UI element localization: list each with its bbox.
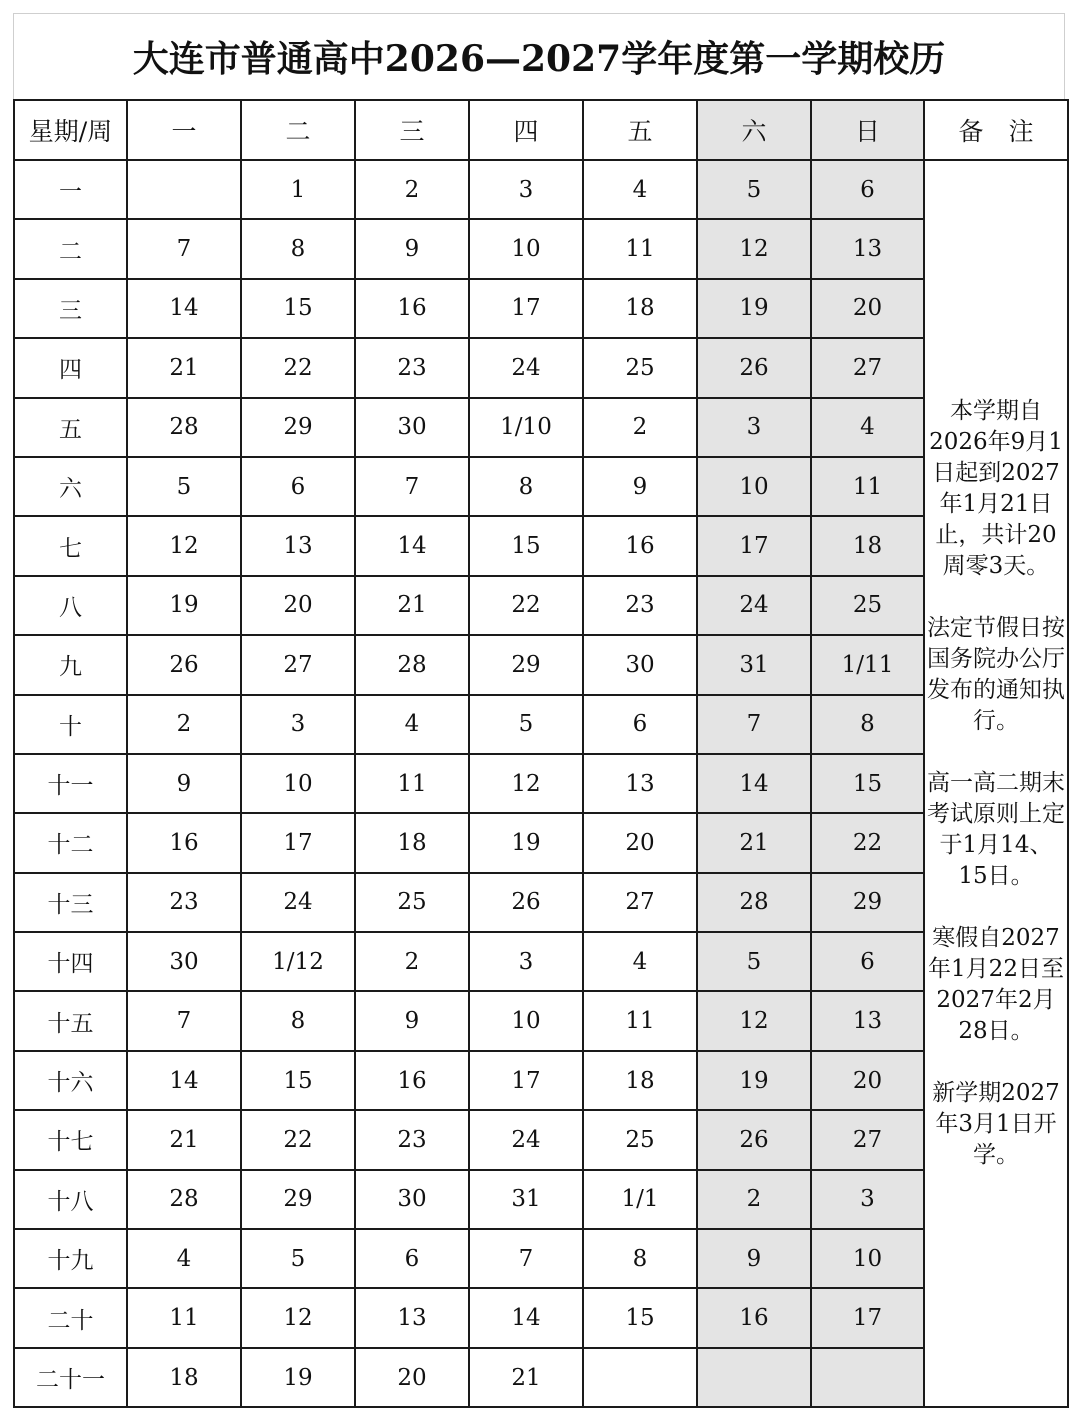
date-cell: 28	[127, 398, 241, 457]
week-label: 七	[14, 516, 127, 575]
week-row	[14, 338, 1068, 397]
day-header-wed: 三	[355, 100, 469, 160]
week-label: 十七	[14, 1110, 127, 1169]
date-cell: 17	[241, 813, 355, 872]
date-cell: 9	[355, 219, 469, 278]
week-label: 一	[14, 160, 127, 219]
date-cell: 13	[811, 991, 924, 1050]
date-cell: 13	[583, 754, 697, 813]
date-cell: 2	[127, 695, 241, 754]
date-cell: 16	[583, 516, 697, 575]
week-label: 十二	[14, 813, 127, 872]
date-cell: 24	[697, 576, 811, 635]
week-label: 十九	[14, 1229, 127, 1288]
note-paragraph: 法定节假日按国务院办公厅发布的通知执行。	[927, 615, 1065, 735]
date-cell: 16	[355, 279, 469, 338]
date-cell: 20	[241, 576, 355, 635]
date-cell: 20	[811, 279, 924, 338]
date-cell: 29	[241, 1170, 355, 1229]
date-cell: 30	[355, 398, 469, 457]
date-cell: 24	[469, 338, 583, 397]
date-cell: 30	[127, 932, 241, 991]
day-header-sun: 日	[811, 100, 924, 160]
date-cell: 14	[355, 516, 469, 575]
week-label: 四	[14, 338, 127, 397]
date-cell: 27	[241, 635, 355, 694]
date-cell: 21	[355, 576, 469, 635]
date-cell: 17	[469, 1051, 583, 1110]
date-cell: 13	[241, 516, 355, 575]
date-cell: 12	[469, 754, 583, 813]
week-row	[14, 1348, 1068, 1407]
date-cell: 20	[355, 1348, 469, 1407]
week-row	[14, 873, 1068, 932]
week-label: 三	[14, 279, 127, 338]
date-cell: 20	[583, 813, 697, 872]
date-cell: 1/10	[469, 398, 583, 457]
week-row	[14, 398, 1068, 457]
week-label: 二	[14, 219, 127, 278]
date-cell: 10	[697, 457, 811, 516]
note-paragraph: 新学期2027年3月1日开学。	[932, 1080, 1060, 1169]
date-cell: 5	[241, 1229, 355, 1288]
note-spacer	[925, 737, 1067, 768]
week-label: 八	[14, 576, 127, 635]
date-cell: 8	[241, 991, 355, 1050]
date-cell: 11	[583, 219, 697, 278]
date-cell: 10	[469, 991, 583, 1050]
date-cell: 16	[355, 1051, 469, 1110]
date-cell: 15	[469, 516, 583, 575]
week-row	[14, 991, 1068, 1050]
date-cell: 20	[811, 1051, 924, 1110]
date-cell: 8	[811, 695, 924, 754]
title-bar	[13, 13, 1065, 99]
date-cell: 15	[811, 754, 924, 813]
date-cell: 14	[127, 1051, 241, 1110]
week-label: 十八	[14, 1170, 127, 1229]
date-cell: 1	[241, 160, 355, 219]
date-cell: 29	[469, 635, 583, 694]
week-row	[14, 754, 1068, 813]
date-cell	[811, 1348, 924, 1407]
date-cell: 17	[697, 516, 811, 575]
date-cell: 12	[697, 991, 811, 1050]
date-cell: 2	[697, 1170, 811, 1229]
date-cell: 24	[469, 1110, 583, 1169]
date-cell: 6	[811, 932, 924, 991]
date-cell: 4	[583, 160, 697, 219]
date-cell: 26	[469, 873, 583, 932]
date-cell: 28	[697, 873, 811, 932]
date-cell: 10	[241, 754, 355, 813]
date-cell: 9	[697, 1229, 811, 1288]
date-cell: 14	[127, 279, 241, 338]
date-cell: 23	[583, 576, 697, 635]
week-label: 九	[14, 635, 127, 694]
date-cell: 31	[469, 1170, 583, 1229]
header-row	[14, 100, 1068, 160]
week-label: 六	[14, 457, 127, 516]
date-cell: 11	[127, 1288, 241, 1347]
date-cell: 18	[355, 813, 469, 872]
week-column-header: 星期/周	[14, 100, 127, 160]
date-cell: 21	[127, 338, 241, 397]
note-spacer	[925, 1047, 1067, 1078]
date-cell: 23	[127, 873, 241, 932]
date-cell: 5	[697, 932, 811, 991]
date-cell: 8	[469, 457, 583, 516]
date-cell: 2	[583, 398, 697, 457]
week-row	[14, 576, 1068, 635]
note-spacer	[925, 582, 1067, 613]
week-row	[14, 516, 1068, 575]
date-cell: 25	[583, 338, 697, 397]
date-cell: 14	[697, 754, 811, 813]
date-cell: 25	[583, 1110, 697, 1169]
date-cell: 3	[697, 398, 811, 457]
date-cell: 30	[355, 1170, 469, 1229]
date-cell: 27	[583, 873, 697, 932]
date-cell: 5	[127, 457, 241, 516]
week-label: 十六	[14, 1051, 127, 1110]
calendar-table	[13, 99, 1069, 1408]
date-cell: 13	[355, 1288, 469, 1347]
date-cell: 4	[811, 398, 924, 457]
day-header-fri: 五	[583, 100, 697, 160]
date-cell: 3	[469, 160, 583, 219]
date-cell: 6	[583, 695, 697, 754]
date-cell: 8	[583, 1229, 697, 1288]
week-label: 五	[14, 398, 127, 457]
date-cell: 10	[469, 219, 583, 278]
date-cell: 12	[127, 516, 241, 575]
date-cell: 9	[127, 754, 241, 813]
date-cell: 21	[469, 1348, 583, 1407]
date-cell: 6	[241, 457, 355, 516]
date-cell: 13	[811, 219, 924, 278]
date-cell: 26	[697, 338, 811, 397]
date-cell: 25	[355, 873, 469, 932]
date-cell: 4	[583, 932, 697, 991]
week-row	[14, 1288, 1068, 1347]
date-cell: 9	[583, 457, 697, 516]
notes-column-header: 备 注	[924, 100, 1068, 160]
date-cell: 18	[811, 516, 924, 575]
date-cell: 9	[355, 991, 469, 1050]
date-cell: 19	[697, 1051, 811, 1110]
week-row	[14, 695, 1068, 754]
date-cell: 30	[583, 635, 697, 694]
date-cell	[697, 1348, 811, 1407]
date-cell: 1/11	[811, 635, 924, 694]
date-cell: 22	[241, 338, 355, 397]
date-cell: 27	[811, 1110, 924, 1169]
date-cell: 29	[241, 398, 355, 457]
date-cell: 2	[355, 932, 469, 991]
day-header-thu: 四	[469, 100, 583, 160]
date-cell: 4	[127, 1229, 241, 1288]
week-row	[14, 635, 1068, 694]
date-cell: 4	[355, 695, 469, 754]
date-cell: 5	[469, 695, 583, 754]
week-row	[14, 219, 1068, 278]
date-cell: 12	[697, 219, 811, 278]
date-cell: 27	[811, 338, 924, 397]
date-cell: 1/1	[583, 1170, 697, 1229]
note-spacer	[925, 892, 1067, 923]
week-label: 十四	[14, 932, 127, 991]
day-header-mon: 一	[127, 100, 241, 160]
note-paragraph: 本学期自2026年9月1日起到2027年1月21日止，共计20周零3天。	[929, 398, 1063, 580]
date-cell: 18	[583, 1051, 697, 1110]
date-cell: 28	[127, 1170, 241, 1229]
day-header-tue: 二	[241, 100, 355, 160]
week-label: 十一	[14, 754, 127, 813]
date-cell: 11	[583, 991, 697, 1050]
week-row	[14, 932, 1068, 991]
date-cell: 23	[355, 1110, 469, 1169]
date-cell: 19	[127, 576, 241, 635]
date-cell: 7	[697, 695, 811, 754]
date-cell: 22	[241, 1110, 355, 1169]
date-cell: 29	[811, 873, 924, 932]
date-cell: 21	[127, 1110, 241, 1169]
date-cell: 11	[355, 754, 469, 813]
date-cell: 31	[697, 635, 811, 694]
date-cell: 10	[811, 1229, 924, 1288]
date-cell: 21	[697, 813, 811, 872]
date-cell	[127, 160, 241, 219]
date-cell: 22	[811, 813, 924, 872]
date-cell: 19	[697, 279, 811, 338]
day-header-sat: 六	[697, 100, 811, 160]
week-label: 十	[14, 695, 127, 754]
date-cell: 28	[355, 635, 469, 694]
date-cell: 15	[241, 1051, 355, 1110]
date-cell: 24	[241, 873, 355, 932]
date-cell: 15	[241, 279, 355, 338]
week-row	[14, 1229, 1068, 1288]
date-cell: 15	[583, 1288, 697, 1347]
date-cell: 7	[469, 1229, 583, 1288]
date-cell: 19	[469, 813, 583, 872]
week-row	[14, 457, 1068, 516]
date-cell: 17	[469, 279, 583, 338]
date-cell	[583, 1348, 697, 1407]
date-cell: 1/12	[241, 932, 355, 991]
date-cell: 7	[127, 219, 241, 278]
date-cell: 25	[811, 576, 924, 635]
date-cell: 3	[241, 695, 355, 754]
week-row	[14, 1170, 1068, 1229]
date-cell: 23	[355, 338, 469, 397]
week-row	[14, 1051, 1068, 1110]
date-cell: 16	[127, 813, 241, 872]
date-cell: 6	[355, 1229, 469, 1288]
week-label: 十三	[14, 873, 127, 932]
date-cell: 19	[241, 1348, 355, 1407]
note-paragraph: 高一高二期末考试原则上定于1月14、15日。	[927, 770, 1065, 890]
page-title: 大连市普通高中2026—2027学年度第一学期校历	[132, 38, 946, 80]
date-cell: 26	[697, 1110, 811, 1169]
date-cell: 7	[127, 991, 241, 1050]
date-cell: 14	[469, 1288, 583, 1347]
date-cell: 6	[811, 160, 924, 219]
date-cell: 5	[697, 160, 811, 219]
week-label: 二十一	[14, 1348, 127, 1407]
date-cell: 11	[811, 457, 924, 516]
date-cell: 17	[811, 1288, 924, 1347]
date-cell: 16	[697, 1288, 811, 1347]
date-cell: 22	[469, 576, 583, 635]
week-label: 二十	[14, 1288, 127, 1347]
week-row	[14, 813, 1068, 872]
date-cell: 18	[127, 1348, 241, 1407]
date-cell: 18	[583, 279, 697, 338]
week-row	[14, 1110, 1068, 1169]
date-cell: 8	[241, 219, 355, 278]
notes-cell	[924, 160, 1068, 1407]
date-cell: 2	[355, 160, 469, 219]
date-cell: 26	[127, 635, 241, 694]
week-label: 十五	[14, 991, 127, 1050]
date-cell: 12	[241, 1288, 355, 1347]
date-cell: 3	[811, 1170, 924, 1229]
week-row	[14, 160, 1068, 219]
date-cell: 7	[355, 457, 469, 516]
note-paragraph: 寒假自2027年1月22日至2027年2月28日。	[928, 925, 1064, 1045]
date-cell: 3	[469, 932, 583, 991]
week-row	[14, 279, 1068, 338]
